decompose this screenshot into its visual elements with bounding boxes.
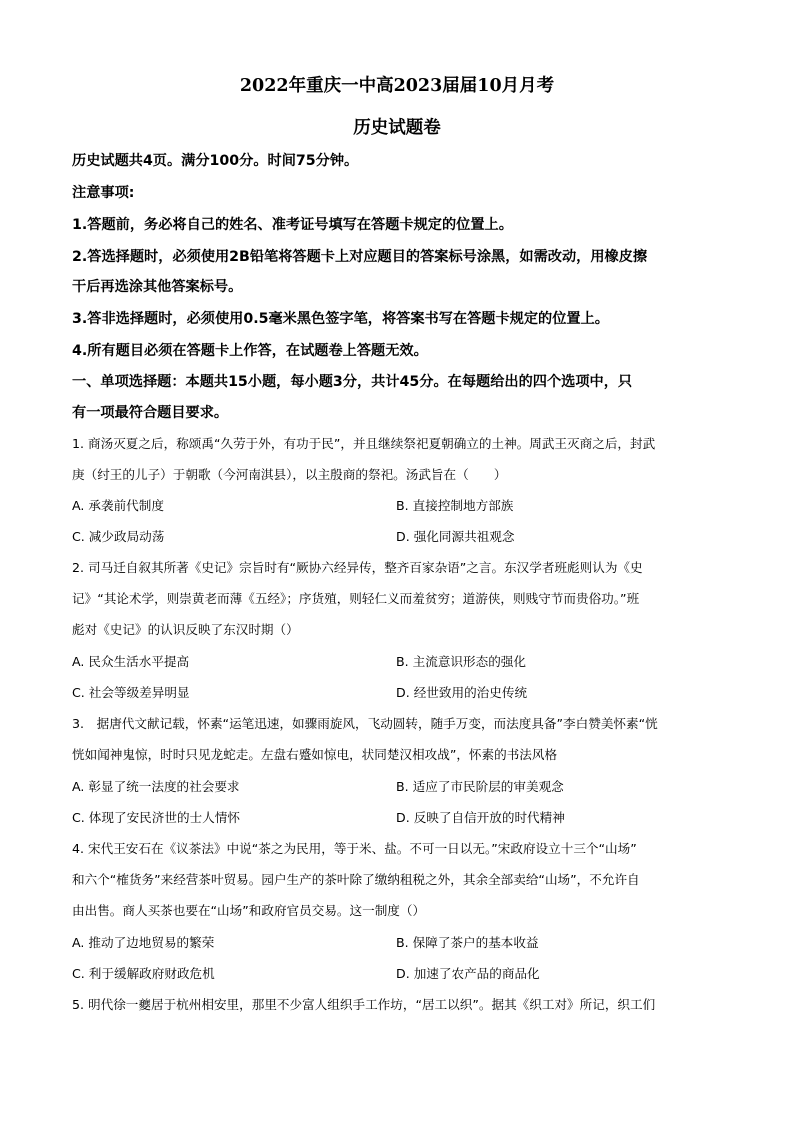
q1-option-a: A. 承袭前代制度	[72, 498, 164, 513]
q2-option-d: D. 经世致用的治史传统	[396, 685, 528, 700]
question-2-text: 2. 司马迁自叙其所著《史记》宗旨时有“厥协六经异传，整齐百家杂语”之言。东汉学者班彪则认为《史	[72, 560, 643, 575]
note-item-2: 2.答选择题时，必须使用2B铅笔将答题卡上对应题目的答案标号涂黑，如需改动，用橡皮擦	[72, 249, 648, 265]
note-item-4: 4.所有题目必须在答题卡上作答，在试题卷上答题无效。	[72, 343, 428, 359]
question-1-text-cont: 庚（纣王的儿子）于朝歌（今河南淇县），以主殷商的祭祀。汤武旨在（ ）	[72, 467, 507, 482]
question-2-text-cont-2: 彪对《史记》的认识反映了东汉时期（）	[72, 622, 299, 637]
q3-option-d: D. 反映了自信开放的时代精神	[396, 810, 565, 825]
note-item-2-cont: 干后再选涂其他答案标号。	[72, 279, 243, 295]
question-4-text-cont: 和六个“榷货务”来经营茶叶贸易。园户生产的茶叶除了缴纳租税之外，其余全部卖给“山场”，不允许自	[72, 872, 640, 887]
section-heading-cont: 有一项最符合题目要求。	[72, 405, 229, 421]
q3-option-b: B. 适应了市民阶层的审美观念	[396, 779, 564, 794]
q2-option-c: C. 社会等级差异明显	[72, 685, 190, 700]
q3-option-a: A. 彰显了统一法度的社会要求	[72, 779, 240, 794]
q4-option-d: D. 加速了农产品的商品化	[396, 966, 540, 981]
question-1-text: 1. 商汤灭夏之后，称颂禹“久劳于外，有功于民”，并且继续祭祀夏朝确立的土神。周武王灭商之后，封武	[72, 436, 656, 451]
note-item-3: 3.答非选择题时，必须使用0.5毫米黑色签字笔，将答案书写在答题卡规定的位置上。	[72, 311, 609, 327]
question-3-text-cont: 恍如闻神鬼惊，时时只见龙蛇走。左盘右蹙如惊电，状同楚汉相攻战”，怀素的书法风格	[72, 747, 558, 762]
q4-option-a: A. 推动了边地贸易的繁荣	[72, 935, 215, 950]
notes-heading: 注意事项:	[72, 185, 135, 201]
question-2-text-cont: 记》“其论术学，则崇黄老而薄《五经》；序货殖，则轻仁义而羞贫穷；道游侠，则贱守节而贵俗功。”班	[72, 591, 640, 606]
q2-option-b: B. 主流意识形态的强化	[396, 654, 526, 669]
section-heading: 一、单项选择题：本题共15小题，每小题3分，共计45分。在每题给出的四个选项中，只	[72, 374, 633, 390]
question-3-text: 3. 据唐代文献记载，怀素“运笔迅速，如骤雨旋风，飞动圆转，随手万变，而法度具备”李白赞美怀素“恍	[72, 716, 658, 731]
q2-option-a: A. 民众生活水平提高	[72, 654, 190, 669]
q1-option-b: B. 直接控制地方部族	[396, 498, 514, 513]
q4-option-c: C. 利于缓解政府财政危机	[72, 966, 215, 981]
question-5-text: 5. 明代徐一夔居于杭州相安里，那里不少富人组织手工作坊，“居工以织”。据其《织工对》所记，织工们	[72, 997, 656, 1012]
exam-subtitle: 历史试题卷	[353, 118, 441, 138]
q4-option-b: B. 保障了茶户的基本收益	[396, 935, 539, 950]
q1-option-d: D. 强化同源共祖观念	[396, 529, 515, 544]
exam-info: 历史试题共4页。满分100分。时间75分钟。	[72, 153, 359, 169]
q1-option-c: C. 减少政局动荡	[72, 529, 165, 544]
note-item-1: 1.答题前，务必将自己的姓名、准考证号填写在答题卡规定的位置上。	[72, 217, 513, 233]
exam-title: 2022年重庆一中高2023届届10月月考	[239, 76, 555, 96]
question-4-text: 4. 宋代王安石在《议茶法》中说“茶之为民用，等于米、盐。不可一日以无。”宋政府设立十三个“山场”	[72, 841, 637, 856]
question-4-text-cont-2: 由出售。商人买茶也要在“山场”和政府官员交易。这一制度（）	[72, 903, 426, 918]
q3-option-c: C. 体现了安民济世的士人情怀	[72, 810, 240, 825]
